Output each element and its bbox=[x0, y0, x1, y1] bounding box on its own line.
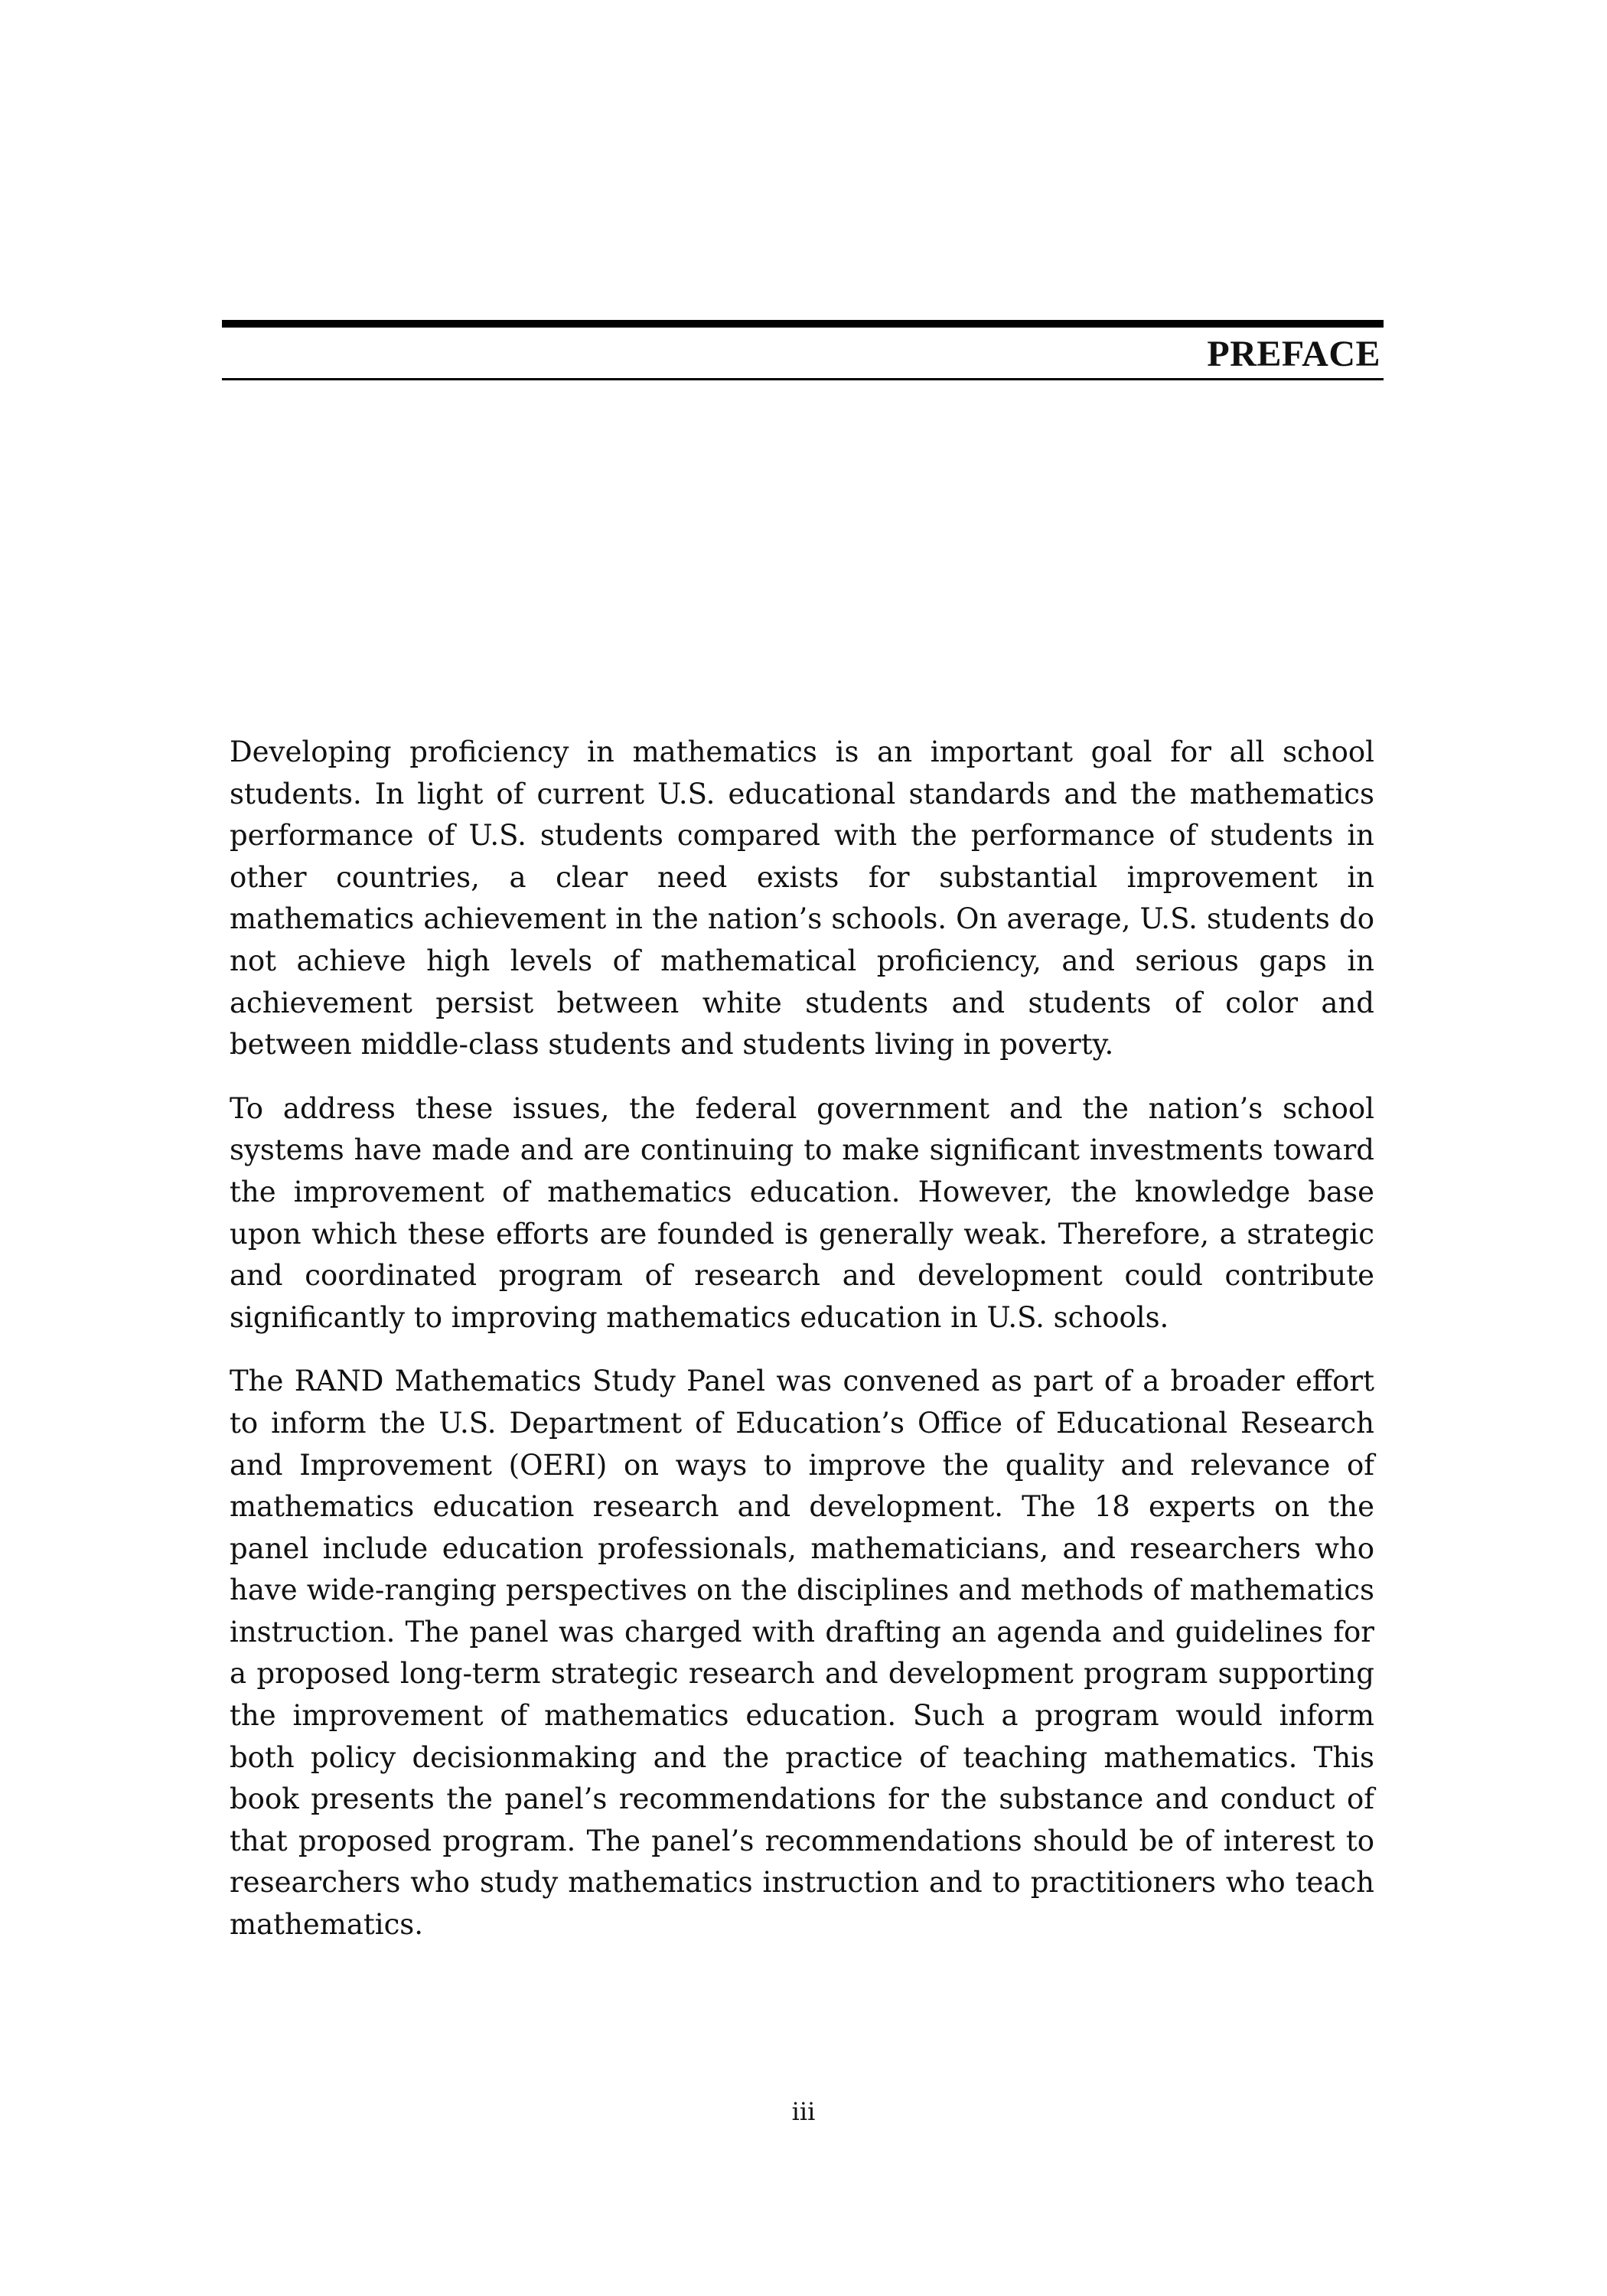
paragraph-1: Developing proficiency in mathematics is an important goal for all school students. In light of current U.S. educational standards and the mathematics performance of U.S. students compared with the performance of students in other countries, a clear need exists for substantial improvement in mathematics achievement in the nation’s schools. On average, U.S. students do not achieve high levels of mathematical proficiency, and serious gaps in achievement persist between white students and students of color and between middle-class students and students living in poverty. bbox=[230, 735, 1374, 1062]
heading-top-rule bbox=[222, 320, 1384, 328]
page-title: PREFACE bbox=[1207, 334, 1380, 374]
paragraph-2: To address these issues, the federal government and the nation’s school systems have made and are continuing to make significant investments toward the improvement of mathematics education. However, the knowledge base upon which these efforts are founded is generally weak. Therefore, a strategic and coordinated program of research and development could contribute significantly to improving mathematics education in U.S. schools. bbox=[230, 1091, 1374, 1334]
body-text bbox=[230, 732, 1374, 1968]
page-number: iii bbox=[791, 2097, 816, 2126]
paragraph-3: The RAND Mathematics Study Panel was convened as part of a broader effort to inform the U.S. Department of Education’s Office of Educational Research and Improvement (OERI) on ways to improve the quality and relevance of mathematics education research and development. The 18 experts on the panel include education professionals, mathematicians, and researchers who have wide-ranging perspectives on the disciplines and methods of mathematics instruction. The panel was charged with drafting an agenda and guidelines for a proposed long-term strategic research and development program supporting the improvement of mathematics education. Such a program would inform both policy decisionmaking and the practice of teaching mathematics. This book presents the panel’s recommendations for the substance and conduct of that proposed program. The panel’s recommendations should be of interest to researchers who study mathematics instruction and to practitioners who teach mathematics. bbox=[230, 1365, 1374, 1942]
heading-bottom-rule bbox=[222, 378, 1384, 380]
chapter-heading bbox=[222, 320, 1384, 380]
